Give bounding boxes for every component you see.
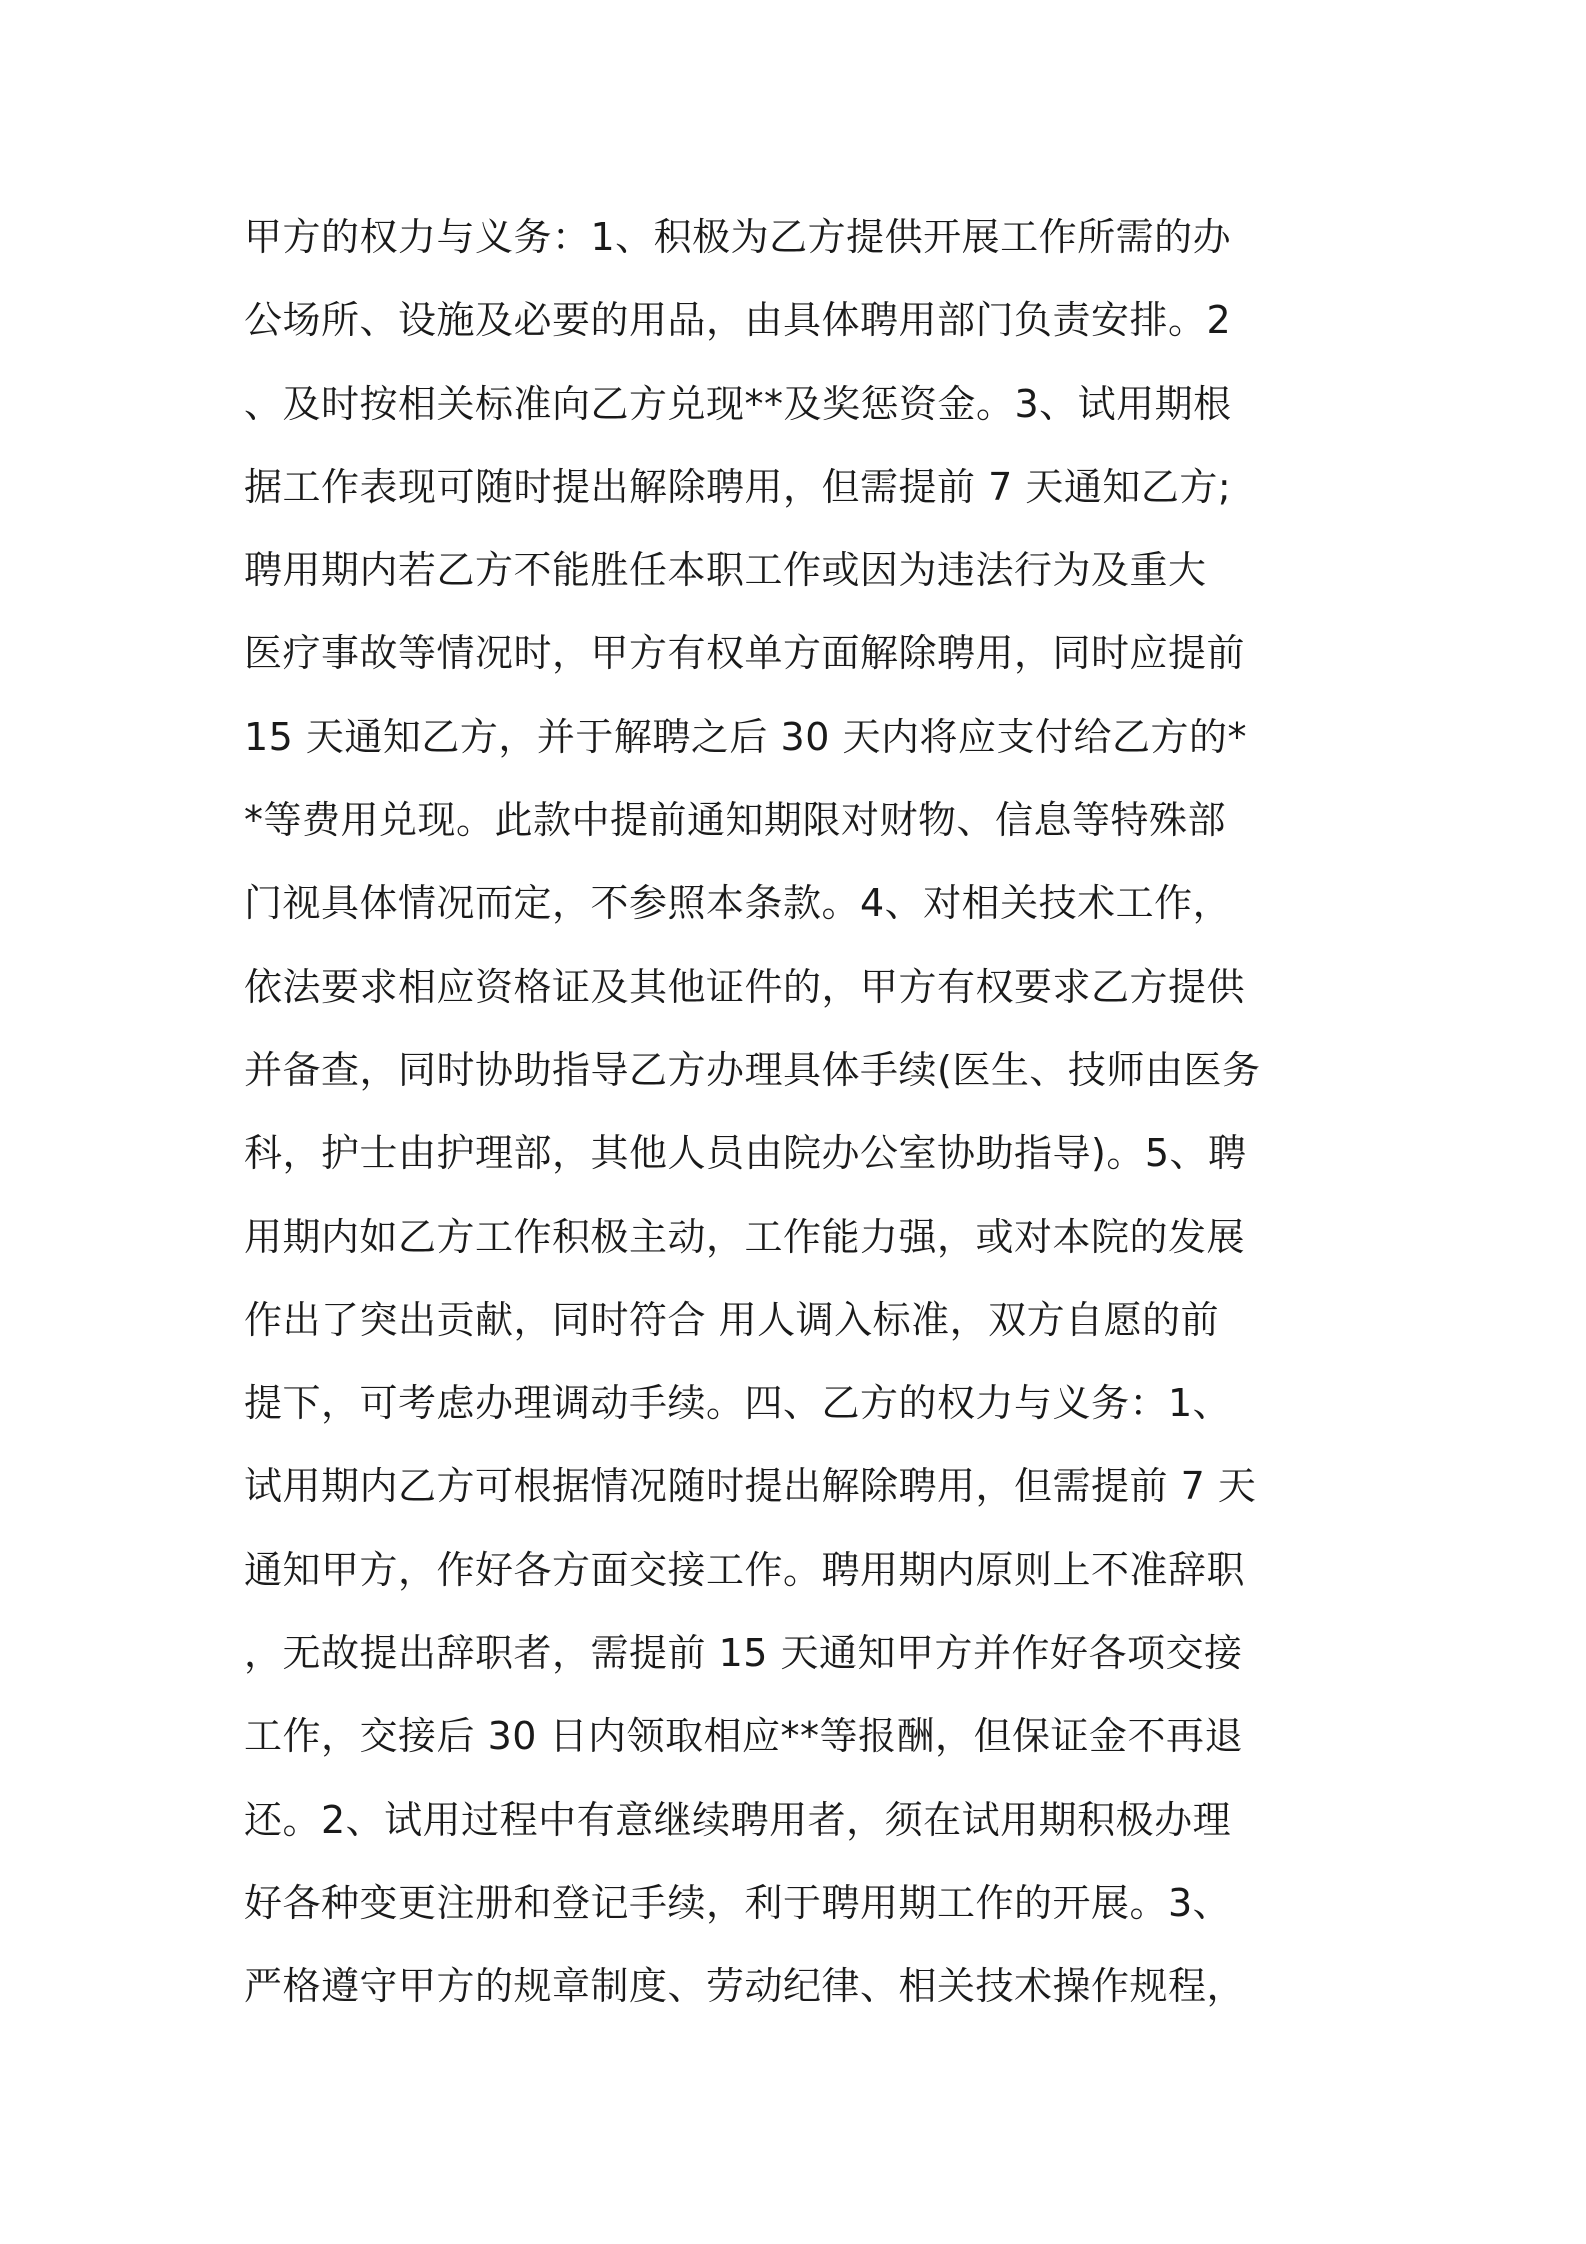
document-body (244, 196, 1364, 2029)
text-line: 据工作表现可随时提出解除聘用，但需提前 7 天通知乙方; (244, 464, 1232, 509)
text-line: 依法要求相应资格证及其他证件的，甲方有权要求乙方提供 (244, 964, 1246, 1009)
text-line: 科，护士由护理部，其他人员由院办公室协助指导)。5、聘 (244, 1131, 1247, 1176)
text-line: 用期内如乙方工作积极主动，工作能力强，或对本院的发展 (244, 1214, 1246, 1259)
text-line: 医疗事故等情况时，甲方有权单方面解除聘用，同时应提前 (244, 631, 1246, 676)
text-line: ，无故提出辞职者，需提前 15 天通知甲方并作好各项交接 (244, 1631, 1243, 1676)
text-line: 15 天通知乙方，并于解聘之后 30 天内将应支付给乙方的* (244, 714, 1247, 759)
text-line: 工作，交接后 30 日内领取相应**等报酬，但保证金不再退 (244, 1714, 1244, 1759)
text-line: 、及时按相关标准向乙方兑现**及奖惩资金。3、试用期根 (244, 381, 1232, 426)
text-line: 并备查，同时协助指导乙方办理具体手续(医生、技师由医务 (244, 1047, 1261, 1092)
text-line: 门视具体情况而定，不参照本条款。4、对相关技术工作， (244, 881, 1232, 926)
text-line: 严格遵守甲方的规章制度、劳动纪律、相关技术操作规程， (244, 1964, 1246, 2009)
text-line: 试用期内乙方可根据情况随时提出解除聘用，但需提前 7 天 (244, 1464, 1257, 1509)
text-line: 甲方的权力与义务：1、积极为乙方提供开展工作所需的办 (244, 215, 1232, 259)
text-line: 公场所、设施及必要的用品，由具体聘用部门负责安排。2 (244, 298, 1232, 343)
text-line: 作出了突出贡献，同时符合 用人调入标准，双方自愿的前 (244, 1297, 1220, 1342)
text-line: 提下，可考虑办理调动手续。四、乙方的权力与义务：1、 (244, 1381, 1232, 1426)
text-line: 好各种变更注册和登记手续，利于聘用期工作的开展。3、 (244, 1880, 1232, 1925)
text-line: 聘用期内若乙方不能胜任本职工作或因为违法行为及重大 (244, 548, 1207, 593)
text-line: 通知甲方，作好各方面交接工作。聘用期内原则上不准辞职 (244, 1547, 1246, 1592)
text-line: *等费用兑现。此款中提前通知期限对财物、信息等特殊部 (244, 798, 1227, 843)
text-line: 还。2、试用过程中有意继续聘用者，须在试用期积极办理 (244, 1797, 1232, 1842)
